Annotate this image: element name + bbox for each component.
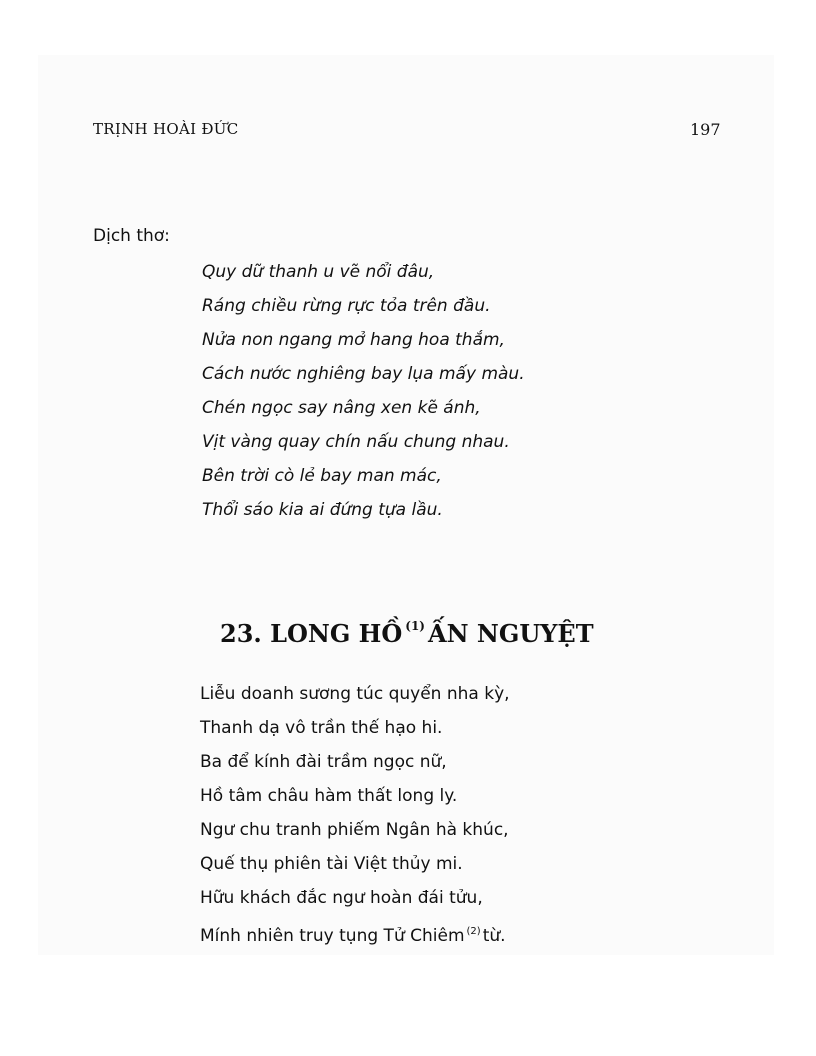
translation-line: Ráng chiều rừng rực tỏa trên đầu. [202, 296, 491, 316]
translation-label: Dịch thơ: [93, 226, 170, 246]
poem-line: Hữu khách đắc ngư hoàn đái tửu, [200, 888, 483, 908]
poem-line: Ba để kính đài trầm ngọc nữ, [200, 752, 447, 772]
translation-line: Nửa non ngang mở hang hoa thắm, [202, 330, 505, 350]
running-head-title: TRỊNH HOÀI ĐỨC [93, 120, 239, 138]
poem-line: Thanh dạ vô trần thế hạo hi. [200, 718, 443, 738]
translation-line: Cách nước nghiêng bay lụa mấy màu. [202, 364, 525, 384]
translation-line: Vịt vàng quay chín nấu chung nhau. [202, 432, 510, 452]
translation-line: Quy dữ thanh u vẽ nổi đâu, [202, 262, 435, 282]
poem-verse [200, 677, 510, 949]
footnote-marker: (2) [466, 926, 481, 937]
poem-title-end: ẤN NGUYỆT [427, 619, 594, 648]
poem-line-end: từ. [482, 926, 506, 946]
translation-line: Chén ngọc say nâng xen kẽ ánh, [202, 398, 481, 418]
translation-line: Bên trời cò lẻ bay man mác, [202, 466, 442, 486]
poem-line: Quế thụ phiên tài Việt thủy mi. [200, 854, 463, 874]
poem-title-main: 23. LONG HỒ [220, 619, 403, 648]
poem-line: Hồ tâm châu hàm thất long ly. [200, 786, 458, 806]
footnote-marker: (1) [405, 619, 425, 633]
translation-verse [202, 255, 525, 527]
translation-line: Thổi sáo kia ai đứng tựa lầu. [202, 500, 443, 520]
page-number: 197 [690, 120, 721, 139]
poem-line-text: Mính nhiên truy tụng Tử Chiêm [200, 926, 465, 946]
poem-line: Ngư chu tranh phiếm Ngân hà khúc, [200, 820, 509, 840]
poem-line-last [200, 915, 510, 949]
poem-line: Liễu doanh sương túc quyển nha kỳ, [200, 684, 510, 704]
poem-title [220, 619, 594, 648]
